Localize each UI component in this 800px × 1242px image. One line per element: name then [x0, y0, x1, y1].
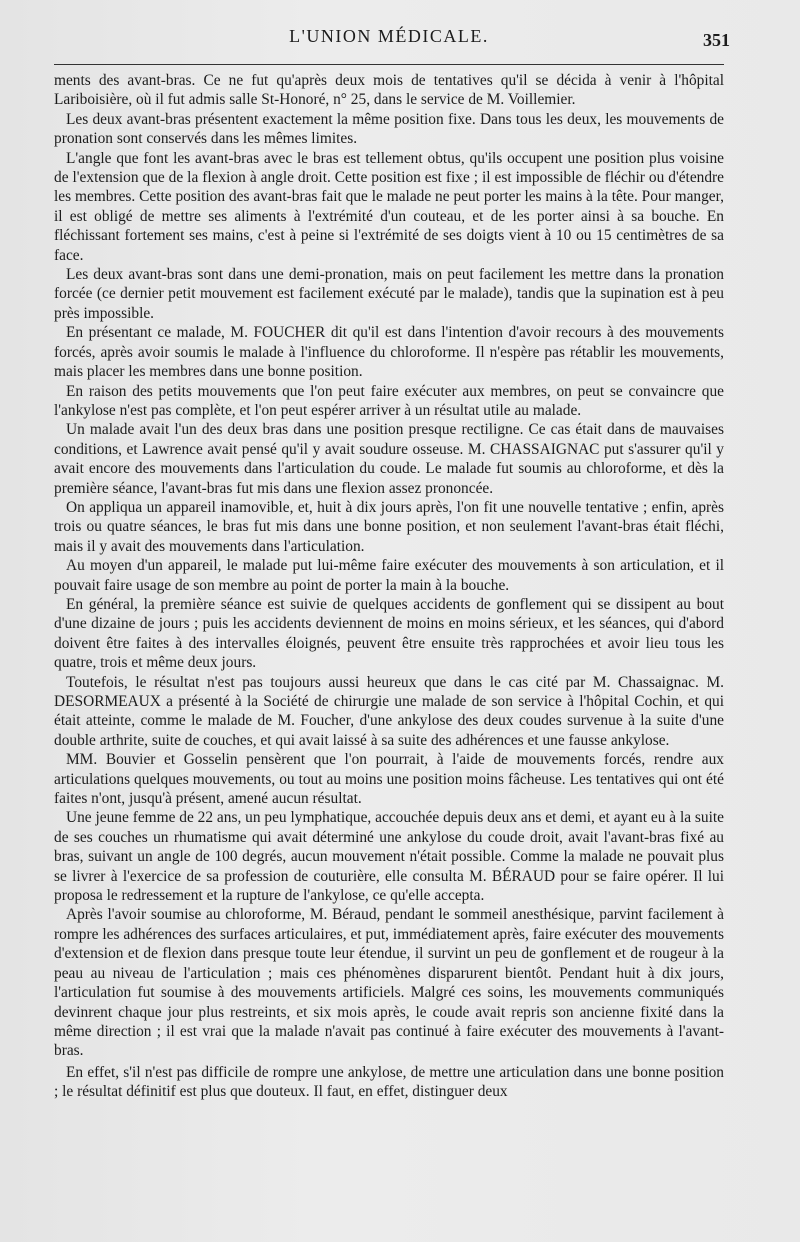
paragraph: En effet, s'il n'est pas difficile de rompre une ankylose, de mettre une articulation dans une bonne position ; le résultat définitif est plus que douteux. Il faut, en effet, distinguer deux [54, 1063, 724, 1101]
body-text [54, 71, 724, 1102]
paragraph: MM. Bouvier et Gosselin pensèrent que l'on pourrait, à l'aide de mouvements forcés, rendre aux articulations quelques mouvements, ou tout au moins une position moins fâcheuse. Les tentatives qui ont été faites n'ont, jusqu'à présent, amené aucun résultat. [54, 751, 724, 808]
paragraph: Toutefois, le résultat n'est pas toujours aussi heureux que dans le cas cité par M. Chassaignac. M. DESORMEAUX a présenté à la Société de chirurgie une malade de son service à l'hôpital Cochin, et qui était atteinte, comme le malade de M. Foucher, d'une ankylose des deux coudes survenue à la suite d'une double arthrite, suite de couches, et qui avait laissé à sa suite des adhérences et une fausse ankylose. [54, 673, 724, 749]
header-rule [54, 64, 724, 65]
paragraph: En général, la première séance est suivie de quelques accidents de gonflement qui se dissipent au bout d'une dizaine de jours ; puis les accidents deviennent de moins en moins sérieux, et les séances, qui d'abord doivent être faites à des intervalles éloignés, peuvent être ensuite très rapprochées et avoir lieu tous les quatre, trois et même deux jours. [54, 595, 724, 672]
paragraph: En raison des petits mouvements que l'on peut faire exécuter aux membres, on peut se convaincre que l'ankylose n'est pas complète, et l'on peut espérer arriver à un résultat utile au malade. [54, 382, 724, 419]
paragraph: Un malade avait l'un des deux bras dans une position presque rectiligne. Ce cas était dans de mauvaises conditions, et Lawrence avait pensé qu'il y avait soudure osseuse. M. CHASSAIGNAC put s'assurer qu'il y avait encore des mouvements dans l'articulation du coude. Le malade fut soumis au chloroforme, et dès la première séance, l'avant-bras fut mis dans une flexion assez prononcée. [54, 421, 724, 497]
running-title: L'UNION MÉDICALE. [289, 26, 489, 46]
page-number: 351 [703, 30, 730, 50]
paragraph: Une jeune femme de 22 ans, un peu lymphatique, accouchée depuis deux ans et demi, et ayant eu à la suite de ses couches un rhumatisme qui avait déterminé une ankylose du coude droit, avait l'avant-bras fixé au bras, suivant un angle de 100 degrés, aucun mouvement n'était possible. Comme la malade ne pouvait plus se livrer à l'exercice de sa profession de couturière, elle consulta M. BÉRAUD pour se faire opérer. Il lui proposa le redressement et la rupture de l'ankylose, ce qu'elle accepta. [54, 809, 724, 905]
paragraph: On appliqua un appareil inamovible, et, huit à dix jours après, l'on fit une nouvelle tentative ; enfin, après trois ou quatre séances, le bras fut mis dans une bonne position, et non seulement l'avant-bras était fléchi, mais il y avait des mouvements dans l'articulation. [54, 498, 724, 555]
page-header [54, 26, 730, 56]
paragraph: Les deux avant-bras présentent exactement la même position fixe. Dans tous les deux, les mouvements de pronation sont conservés dans les mêmes limites. [54, 110, 724, 148]
paragraph: En présentant ce malade, M. FOUCHER dit qu'il est dans l'intention d'avoir recours à des mouvements forcés, après avoir soumis le malade à l'influence du chloroforme. Il n'espère pas rétablir les mouvements, mais placer les membres dans une bonne position. [54, 324, 724, 381]
paragraph: Les deux avant-bras sont dans une demi-pronation, mais on peut facilement les mettre dans la pronation forcée (ce dernier petit mouvement est facilement exécuté par le malade), tandis que la supination est à peu près impossible. [54, 266, 724, 322]
paragraph: L'angle que font les avant-bras avec le bras est tellement obtus, qu'ils occupent une position plus voisine de l'extension que de la flexion à angle droit. Cette position est fixe ; il est impossible de fléchir ou d'étendre les membres. Cette position des avant-bras fait que le malade ne peut porter les mains à la tête. Pour manger, il est obligé de mettre ses aliments à l'extrémité d'un couteau, et de les porter ainsi à sa bouche. En fléchissant fortement ses mains, c'est à peine si l'extrémité de ses doigts vient à 10 ou 15 centimètres de sa face. [54, 149, 724, 264]
paragraph: Au moyen d'un appareil, le malade put lui-même faire exécuter des mouvements à son articulation, et il pouvait faire usage de son membre au point de porter la main à la bouche. [54, 557, 724, 594]
paragraph: Après l'avoir soumise au chloroforme, M. Béraud, pendant le sommeil anesthésique, parvint facilement à rompre les adhérences des surfaces articulaires, et put, immédiatement après, faire exécuter des mouvements d'extension et de flexion dans presque toute leur étendue, il survint un peu de gonflement et de rougeur à la peau au niveau de l'articulation ; mais ces phénomènes disparurent bientôt. Pendant huit à dix jours, l'articulation fut soumise à des mouvements artificiels. Malgré ces soins, les mouvements communiqués devinrent chaque jour plus restreints, et six mois après, le coude avait repris son ancienne fixité dans la même direction ; il est vrai que la malade n'avait pas continué à faire exécuter des mouvements à l'avant-bras. [54, 906, 724, 1060]
paragraph: ments des avant-bras. Ce ne fut qu'après deux mois de tentatives qu'il se décida à venir à l'hôpital Lariboisière, où il fut admis salle St-Honoré, n° 25, dans le service de M. Voillemier. [54, 72, 724, 109]
